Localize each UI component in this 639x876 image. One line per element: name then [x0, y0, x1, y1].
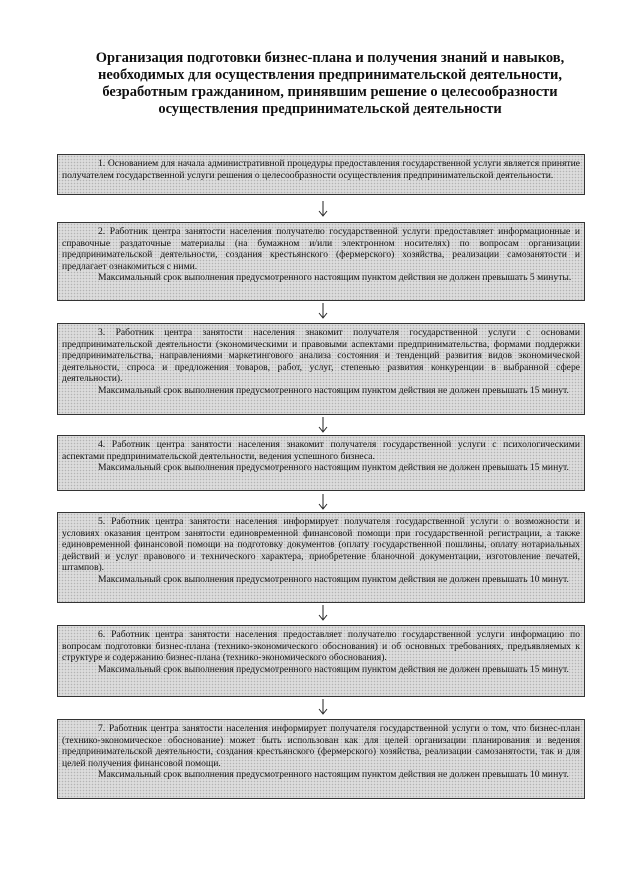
- arrow-down-icon: [318, 417, 328, 433]
- step-5-time: Максимальный срок выполнения предусмотренного настоящим пунктом действия не должен превышать 10 минут.: [98, 573, 569, 585]
- step-2-time: Максимальный срок выполнения предусмотренного настоящим пунктом действия не должен превышать 5 минуты.: [98, 272, 572, 284]
- step-6-text: 6. Работник центра занятости населения предоставляет получателю государственной услуги информацию по вопросам подготовки бизнес-плана (технико-экономического обоснования) и об основных требованиях, предъявляемых к структуре и содержанию бизнес-плана (технико-экономического обоснования).: [62, 629, 580, 664]
- arrow-down-icon: [318, 303, 328, 319]
- flow-step-3: [57, 323, 585, 415]
- flow-step-5: [57, 512, 585, 603]
- step-4-text: 4. Работник центра занятости населения знакомит получателя государственной услуги с психологическими аспектами предпринимательской деятельности, ведения успешного бизнеса.: [62, 439, 580, 462]
- step-2-text: 2. Работник центра занятости населения получателю государственной услуги предоставляет информационные и справочные раздаточные материалы (на бумажном и/или электронном носителях) по вопросам организации предпринимательской деятельности, создания крестьянского (фермерского) хозяйства, реализации самозанятости и предлагает ознакомиться с ними.: [62, 226, 580, 272]
- step-3-text: 3. Работник центра занятости населения знакомит получателя государственной услуги с основами предпринимательской деятельности (экономическими и правовыми аспектами предпринимательства, формами поддержки предпринимательства, направлениями маркетингового анализа состояния и тенденций развития видов экономической деятельности, спроса и предложения товаров, работ, услуг, степенью развития конкуренции в выбранной сфере деятельности).: [62, 327, 580, 385]
- step-6-time: Максимальный срок выполнения предусмотренного настоящим пунктом действия не должен превышать 15 минут.: [98, 663, 569, 675]
- step-7-time: Максимальный срок выполнения предусмотренного настоящим пунктом действия не должен превышать 10 минут.: [98, 769, 569, 781]
- step-1-text: 1. Основанием для начала административной процедуры предоставления государственной услуги является принятие получателем государственной услуги решения о целесообразности осуществления предпринимательской деятельности.: [62, 158, 580, 181]
- arrow-down-icon: [318, 201, 328, 217]
- arrow-down-icon: [318, 699, 328, 715]
- page-title: Организация подготовки бизнес-плана и получения знаний и навыков, необходимых для осуществления предпринимательской деятельности, безработным гражданином, принявшим решение о целесообразности осуществления предпринимательской деятельности: [95, 50, 565, 117]
- flow-step-6: [57, 625, 585, 697]
- flow-step-4: [57, 435, 585, 491]
- step-4-time: Максимальный срок выполнения предусмотренного настоящим пунктом действия не должен превышать 15 минут.: [98, 462, 569, 474]
- arrow-down-icon: [318, 494, 328, 510]
- flow-step-7: [57, 719, 585, 799]
- flow-step-2: [57, 222, 585, 301]
- step-7-text: 7. Работник центра занятости населения информирует получателя государственной услуги о том, что бизнес-план (технико-экономическое обоснование) может быть использован как для целей организации планирования и ведения предпринимательской деятельности, создания крестьянского (фермерского) хозяйства, реализации самозанятости, так и для целей получения финансовой помощи.: [62, 723, 580, 769]
- step-3-time: Максимальный срок выполнения предусмотренного настоящим пунктом действия не должен превышать 15 минут.: [98, 384, 569, 396]
- arrow-down-icon: [318, 605, 328, 621]
- flow-step-1: [57, 154, 585, 195]
- step-5-text: 5. Работник центра занятости населения информирует получателя государственной услуги о возможности и условиях оказания центром занятости единовременной финансовой помощи при государственной регистрации, а также единовременной финансовой помощи на подготовку документов (оплату государственной пошлины, оплату нотариальных действий и услуг правового и технического характера, приобретение бланочной документации, изготовление печатей, штампов).: [62, 516, 580, 574]
